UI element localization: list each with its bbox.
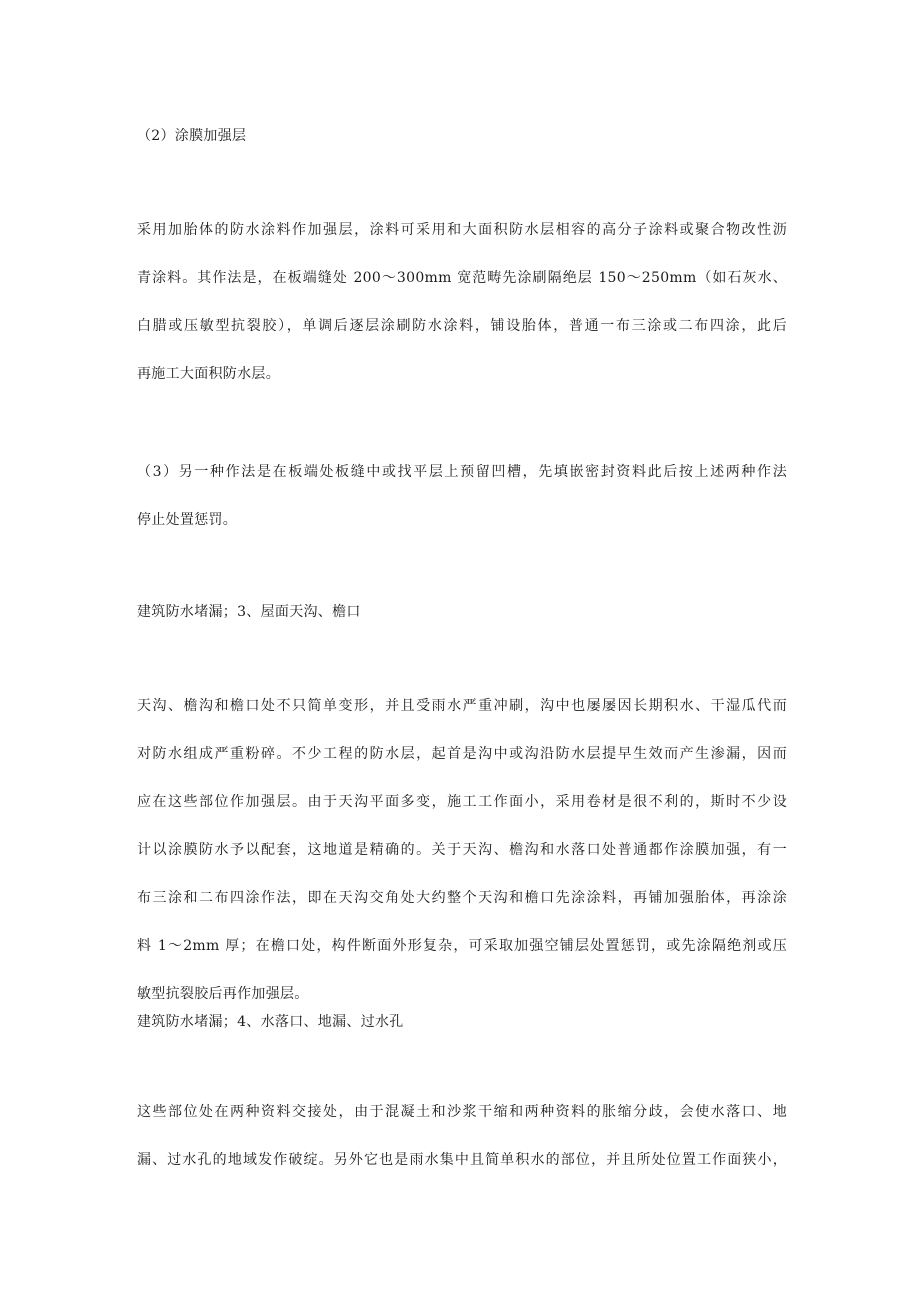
paragraph-line: 采用加胎体的防水涂料作加强层，涂料可采用和大面积防水层相容的高分子涂料或聚合物改性沥 — [137, 222, 787, 238]
paragraph-line: 对防水组成严重粉碎。不少工程的防水层，起首是沟中或沟沿防水层提早生效而产生渗漏，因而 — [137, 746, 787, 762]
section-heading-4: 建筑防水堵漏；4、水落口、地漏、过水孔 — [137, 1014, 404, 1030]
paragraph-line: （3）另一种作法是在板端处板缝中或找平层上预留凹槽，先填嵌密封资料此后按上述两种作法 — [137, 464, 787, 480]
paragraph-line: 白腊或压敏型抗裂胶），单调后逐层涂刷防水涂料，铺设胎体，普通一布三涂或二布四涂，此后 — [137, 318, 787, 334]
paragraph-line: 计以涂膜防水予以配套，这地道是精确的。关于天沟、檐沟和水落口处普通都作涂膜加强，有一 — [137, 842, 787, 858]
paragraph-line: 布三涂和二布四涂作法，即在天沟交角处大约整个天沟和檐口先涂涂料，再铺加强胎体，再涂涂 — [137, 890, 787, 906]
paragraph-line: 停止处置惩罚。 — [137, 512, 238, 528]
paragraph-line: 敏型抗裂胶后再作加强层。 — [137, 986, 309, 1002]
paragraph-line: 应在这些部位作加强层。由于天沟平面多变，施工工作面小，采用卷材是很不利的，斯时不少设 — [137, 794, 787, 810]
paragraph-line: 料 1～2mm 厚；在檐口处，构件断面外形复杂，可采取加强空铺层处置惩罚，或先涂隔绝剂或压 — [137, 938, 787, 954]
section-heading-3: 建筑防水堵漏；3、屋面天沟、檐口 — [137, 604, 361, 620]
paragraph-line: 青涂料。其作法是，在板端缝处 200～300mm 宽范畴先涂刷隔绝层 150～250mm（如石灰水、 — [137, 270, 787, 286]
paragraph-line: 这些部位处在两种资料交接处，由于混凝土和沙浆干缩和两种资料的胀缩分歧，会使水落口、地 — [137, 1104, 787, 1120]
paragraph-line: 天沟、檐沟和檐口处不只简单变形，并且受雨水严重冲刷，沟中也屡屡因长期积水、干湿瓜代而 — [137, 698, 787, 714]
paragraph-line: 再施工大面积防水层。 — [137, 366, 280, 382]
paragraph-line: 漏、过水孔的地域发作破绽。另外它也是雨水集中且简单积水的部位，并且所处位置工作面狭小， — [137, 1152, 787, 1168]
section-heading-2: （2）涂膜加强层 — [137, 128, 247, 144]
